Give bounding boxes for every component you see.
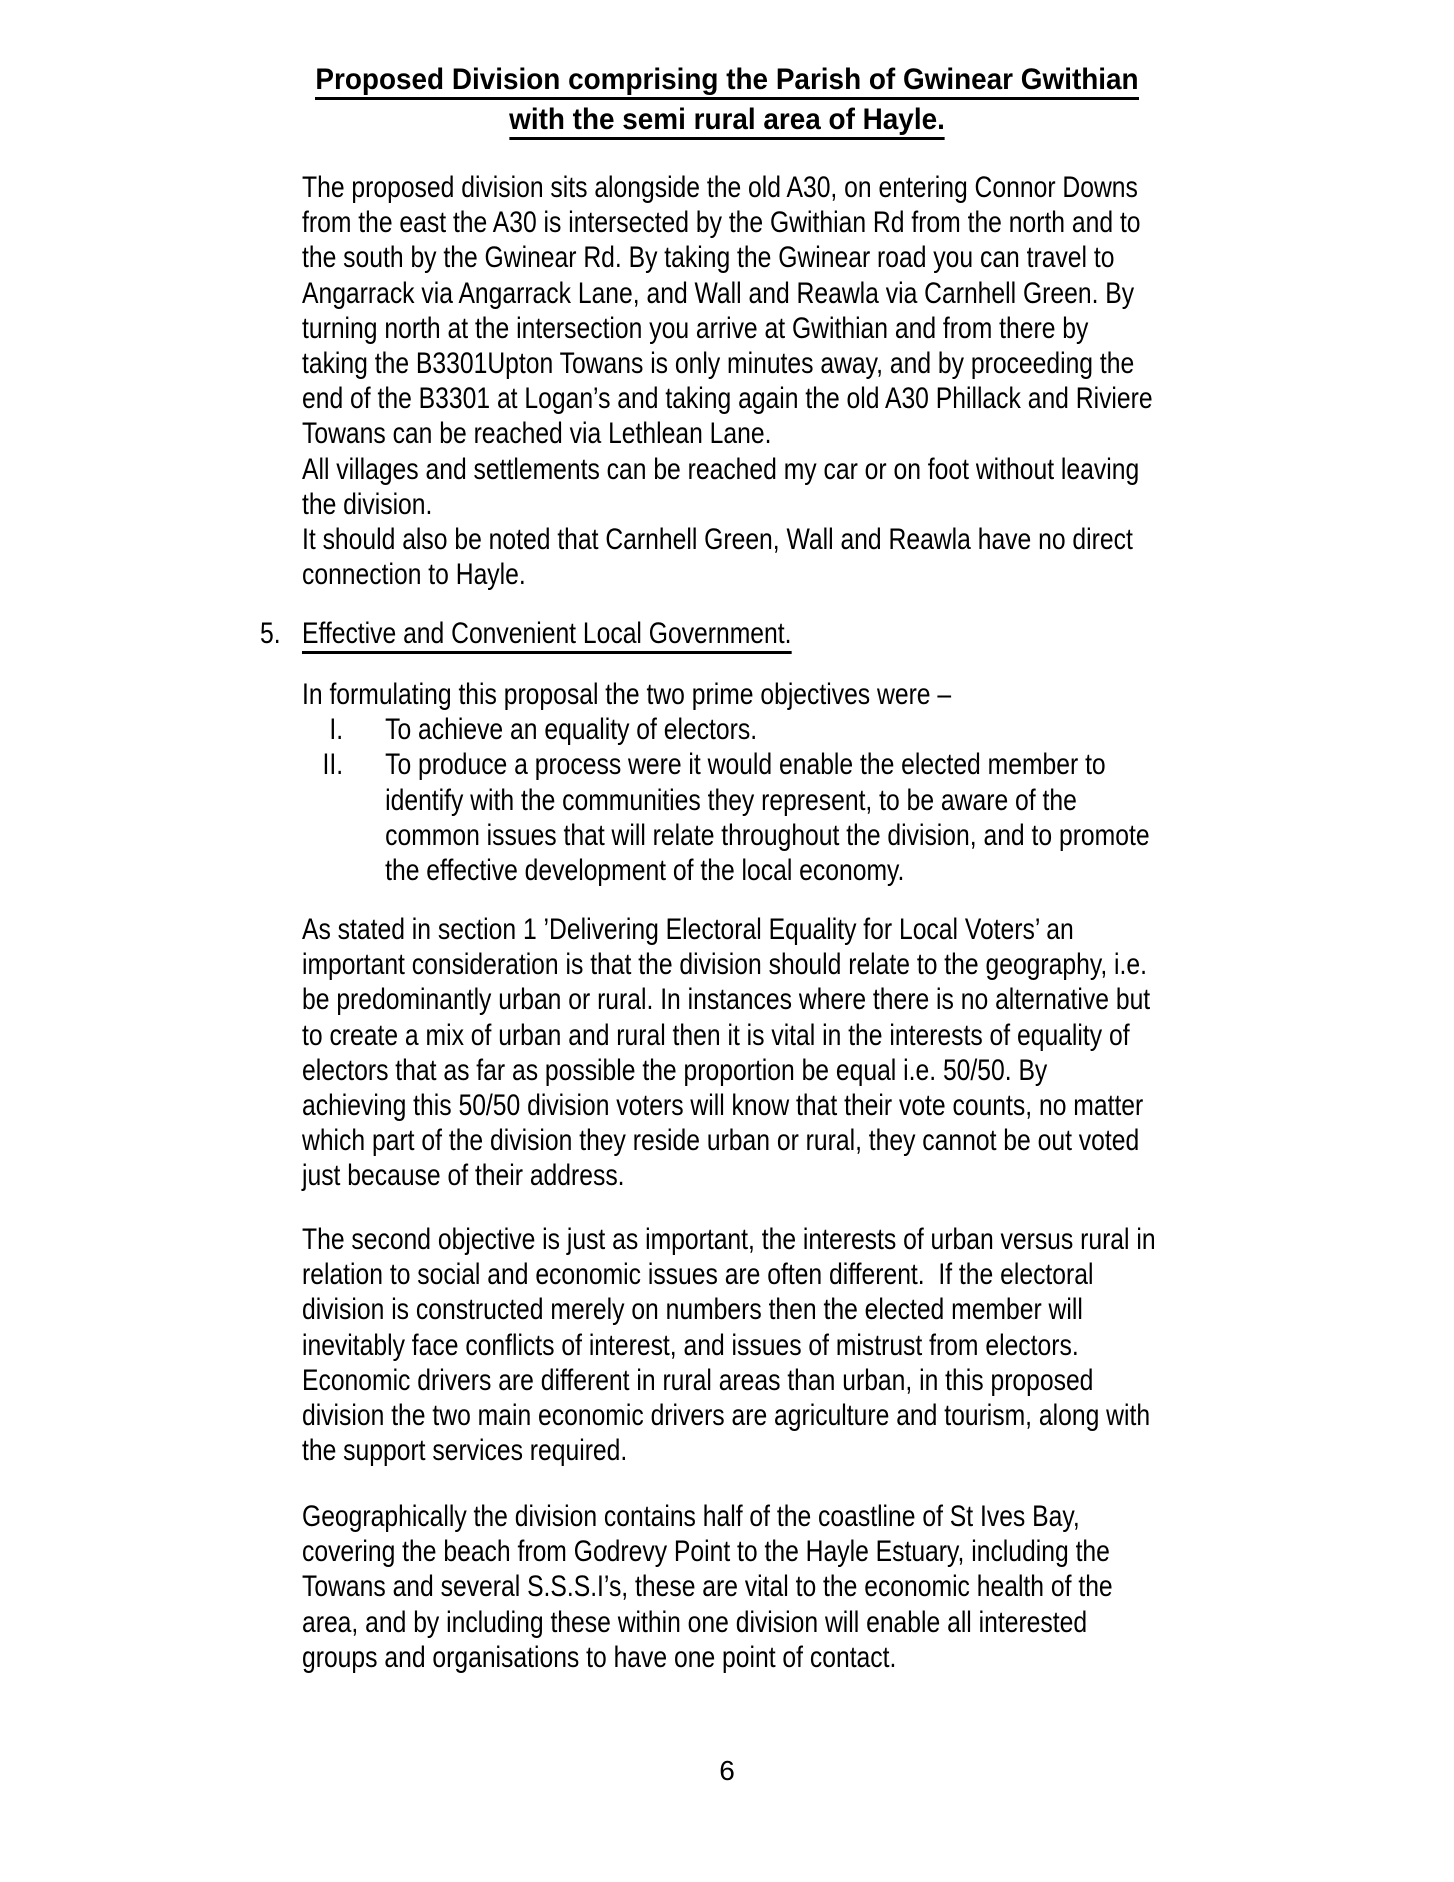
text-line: the support services required. bbox=[302, 1434, 628, 1468]
ordered-list-item bbox=[302, 747, 1240, 782]
text-line: area, and by including these within one division will enable all interested bbox=[302, 1605, 1088, 1639]
ordered-list-item-continuation bbox=[302, 783, 1240, 818]
title-line-2 bbox=[51, 100, 1403, 140]
paragraph-division-description bbox=[302, 170, 1442, 592]
text-line: Towans can be reached via Lethlean Lane. bbox=[302, 417, 772, 451]
text-line: the division. bbox=[302, 487, 433, 521]
ordered-list-item bbox=[302, 712, 1240, 747]
text-line: groups and organisations to have one point of contact. bbox=[302, 1640, 897, 1674]
text-line: from the east the A30 is intersected by the Gwithian Rd from the north and to bbox=[302, 206, 1141, 240]
text-line: It should also be noted that Carnhell Green, Wall and Reawla have no direct bbox=[302, 523, 1133, 557]
text-line: All villages and settlements can be reached my car or on foot without leaving bbox=[302, 452, 1140, 486]
text-line: As stated in section 1 ’Delivering Electoral Equality for Local Voters’ an bbox=[302, 913, 1074, 946]
ordered-list-item-continuation bbox=[302, 818, 1240, 853]
text-line: covering the beach from Godrevy Point to the Hayle Estuary, including the bbox=[302, 1535, 1110, 1569]
text-line: be predominantly urban or rural. In instances where there is no alternative but bbox=[302, 983, 1151, 1017]
title-line-2-text: with the semi rural area of Hayle. bbox=[509, 103, 945, 140]
text-line: just because of their address. bbox=[302, 1159, 625, 1193]
list-item-text: identify with the communities they represent, to be aware of the bbox=[385, 783, 1077, 817]
paragraph-electoral-equality bbox=[302, 912, 1442, 1194]
list-item-text: To achieve an equality of electors. bbox=[385, 713, 758, 747]
text-line: connection to Hayle. bbox=[302, 558, 526, 592]
text-line: Towans and several S.S.S.I’s, these are vital to the economic health of the bbox=[302, 1570, 1113, 1604]
text-line: turning north at the intersection you arrive at Gwithian and from there by bbox=[302, 311, 1089, 345]
title-line-1-text: Proposed Division comprising the Parish of Gwinear Gwithian bbox=[315, 63, 1138, 100]
list-marker: II. bbox=[322, 748, 344, 782]
text-line: end of the B3301 at Logan’s and taking again the old A30 Phillack and Riviere bbox=[302, 382, 1153, 416]
ordered-list-item-continuation bbox=[302, 853, 1240, 888]
text-line: division is constructed merely on numbers then the elected member will bbox=[302, 1293, 1083, 1327]
text-line: The proposed division sits alongside the old A30, on entering Connor Downs bbox=[302, 171, 1138, 204]
text-line: Economic drivers are different in rural areas than urban, in this proposed bbox=[302, 1363, 1094, 1397]
text-line: The second objective is just as important, the interests of urban versus rural in bbox=[302, 1223, 1156, 1256]
text-line: division the two main economic drivers are agriculture and tourism, along with bbox=[302, 1399, 1151, 1433]
objectives-list bbox=[302, 677, 1442, 888]
list-marker: I. bbox=[329, 713, 344, 747]
paragraph-geography bbox=[302, 1499, 1442, 1675]
text-line: the south by the Gwinear Rd. By taking the Gwinear road you can travel to bbox=[302, 241, 1115, 275]
section-heading-text: Effective and Convenient Local Government. bbox=[302, 617, 792, 654]
text-line: important consideration is that the division should relate to the geography, i.e. bbox=[302, 948, 1148, 982]
text-line: which part of the division they reside urban or rural, they cannot be out voted bbox=[302, 1124, 1140, 1158]
text-line: electors that as far as possible the proportion be equal i.e. 50/50. By bbox=[302, 1053, 1048, 1087]
paragraph-second-objective bbox=[302, 1222, 1442, 1468]
list-item-text: the effective development of the local economy. bbox=[385, 854, 905, 888]
text-line: inevitably face conflicts of interest, and issues of mistrust from electors. bbox=[302, 1328, 1079, 1362]
section-number: 5. bbox=[260, 617, 281, 650]
text-line: to create a mix of urban and rural then it is vital in the interests of equality of bbox=[302, 1018, 1130, 1052]
list-item-text: common issues that will relate throughout the division, and to promote bbox=[385, 818, 1150, 852]
section-heading bbox=[260, 616, 1440, 651]
text-line: Angarrack via Angarrack Lane, and Wall and Reawla via Carnhell Green. By bbox=[302, 276, 1135, 310]
text-line: achieving this 50/50 division voters will know that their vote counts, no matter bbox=[302, 1089, 1144, 1123]
text-line: In formulating this proposal the two prime objectives were – bbox=[302, 678, 952, 711]
document-title bbox=[0, 60, 1454, 140]
page-number: 6 bbox=[719, 1755, 735, 1786]
section-heading-line bbox=[260, 616, 1231, 651]
text-line: Geographically the division contains half of the coastline of St Ives Bay, bbox=[302, 1500, 1080, 1533]
list-item-text: To produce a process were it would enable the elected member to bbox=[385, 748, 1106, 782]
text-line: taking the B3301Upton Towans is only minutes away, and by proceeding the bbox=[302, 347, 1135, 381]
title-line-1 bbox=[51, 60, 1403, 100]
text-line: relation to social and economic issues are often different. If the electoral bbox=[302, 1258, 1094, 1292]
